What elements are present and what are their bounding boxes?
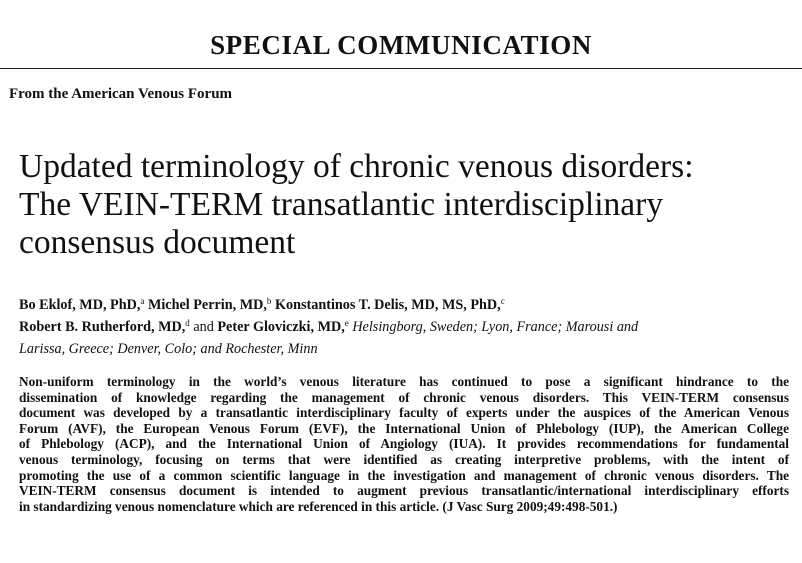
author-locations: Larissa, Greece; Denver, Colo; and Rochester, Minn <box>19 341 318 357</box>
abstract-line: promoting the use of a common scientific language in the investigation and management of chronic venous disorders. The <box>19 467 789 483</box>
author-line <box>19 294 799 316</box>
abstract-line: Forum (AVF), the European Venous Forum (EVF), the International Union of Phlebology (IUP), the American College <box>19 420 789 436</box>
author-locations: Helsingborg, Sweden; Lyon, France; Marousi and <box>352 319 639 335</box>
source-line: From the American Venous Forum <box>9 86 233 102</box>
author-name: Robert B. Rutherford, MD, <box>19 319 186 335</box>
section-header: SPECIAL COMMUNICATION <box>210 30 592 60</box>
author-line <box>19 338 799 360</box>
header-divider <box>0 68 802 69</box>
abstract-line: document was developed by a transatlantic interdisciplinary faculty of experts under the auspices of the American Venous <box>19 405 789 421</box>
author-conjunction: and <box>193 319 214 335</box>
author-name: Konstantinos T. Delis, MD, MS, PhD, <box>274 297 501 313</box>
author-name: Peter Gloviczki, MD, <box>217 319 345 335</box>
abstract-line: in standardizing venous nomenclature which are referenced in this article. (J Vasc Surg 2009;49:498-501.) <box>19 498 618 514</box>
affiliation-marker: b <box>266 296 272 306</box>
author-list <box>19 294 799 360</box>
abstract-line: venous terminology, focusing on terms that were identified as creating interpretive problems, with the intent of <box>19 451 789 467</box>
title-line: The VEIN-TERM transatlantic interdisciplinary <box>19 186 664 223</box>
abstract-line: dissemination of knowledge regarding the management of chronic venous disorders. This VEIN-TERM consensus <box>19 389 789 405</box>
author-line <box>19 316 799 338</box>
affiliation-marker: c <box>500 296 505 306</box>
title-line: consensus document <box>19 224 296 261</box>
title-line: Updated terminology of chronic venous disorders: <box>19 148 694 185</box>
abstract-line: Non-uniform terminology in the world’s venous literature has continued to pose a significant hindrance to the <box>19 374 789 389</box>
affiliation-marker: a <box>140 296 145 306</box>
author-name: Bo Eklof, MD, PhD, <box>19 297 141 313</box>
affiliation-marker: e <box>344 318 349 328</box>
abstract-line: of Phlebology (ACP), and the International Union of Angiology (IUA). It provides recommendations for fundamental <box>19 436 789 452</box>
abstract <box>19 374 789 514</box>
author-name: Michel Perrin, MD, <box>147 297 267 313</box>
affiliation-marker: d <box>185 318 190 328</box>
article-title <box>19 148 799 262</box>
abstract-line: VEIN-TERM consensus document is intended to augment previous transatlantic/international interdisciplinary efforts <box>19 483 789 499</box>
